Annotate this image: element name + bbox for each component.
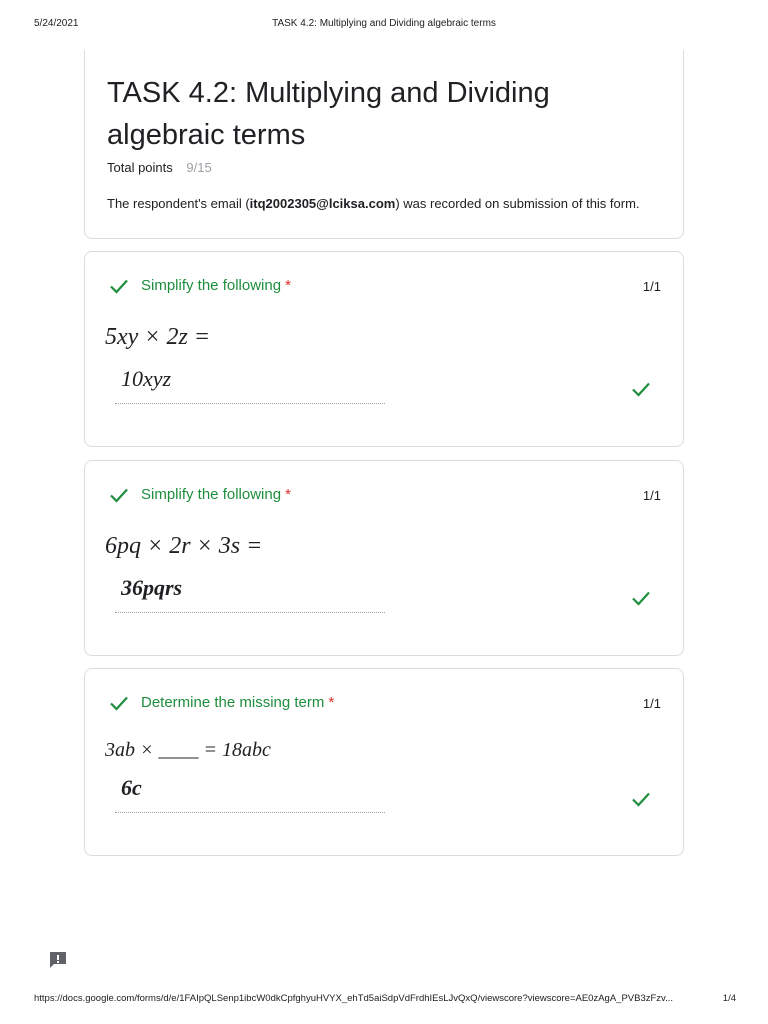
required-marker: *: [285, 277, 291, 294]
question-card: [84, 460, 684, 656]
question-label: [141, 277, 291, 294]
feedback-icon[interactable]: [48, 950, 68, 970]
check-icon: [109, 487, 129, 503]
question-score: 1/1: [642, 488, 661, 503]
form-title-card: [84, 50, 684, 239]
required-marker: *: [285, 486, 291, 503]
question-card: [84, 668, 684, 856]
total-points: [107, 160, 212, 175]
question-text: Determine the missing term: [141, 694, 325, 711]
page-number: 1/4: [722, 993, 736, 1004]
question-score: 1/1: [642, 279, 661, 294]
points-value: 9/15: [186, 160, 212, 175]
question-card: [84, 251, 684, 447]
answer-field: 10xyz: [115, 366, 385, 404]
question-text: Simplify the following: [141, 277, 282, 294]
email-suffix: ) was recorded on submission of this form.: [395, 196, 640, 211]
check-icon: [109, 695, 129, 711]
page-title: TASK 4.2: Multiplying and Dividing algebraic terms: [107, 77, 550, 151]
points-label: Total points: [107, 160, 173, 175]
question-label: [141, 486, 291, 503]
email-notice: [107, 196, 640, 211]
answer-field: 36pqrs: [115, 575, 385, 613]
required-marker: *: [328, 694, 335, 711]
print-date: 5/24/2021: [34, 18, 79, 29]
question-text: Simplify the following: [141, 486, 282, 503]
respondent-email: itq2002305@lciksa.com: [249, 196, 396, 211]
print-header: [0, 18, 768, 32]
print-footer: [0, 993, 768, 1007]
check-icon: [631, 381, 651, 397]
answer-field: 6c: [115, 775, 385, 813]
question-expression: 3ab × ____ = 18abc: [105, 739, 271, 761]
print-url: https://docs.google.com/forms/d/e/1FAIpQLSenp1ibcW0dkCpfghyuHVYX_ehTd5aiSdpVdFrdhIEsLJvQxQ/viewscore?viewscore=AE0zAgA_PVB3zFzv...: [34, 993, 674, 1004]
question-label: [141, 694, 334, 711]
question-expression: 6pq × 2r × 3s =: [105, 533, 263, 559]
question-expression: 5xy × 2z =: [105, 324, 211, 350]
question-score: 1/1: [642, 696, 661, 711]
email-prefix: The respondent's email (: [107, 196, 250, 211]
check-icon: [631, 590, 651, 606]
check-icon: [631, 791, 651, 807]
check-icon: [109, 278, 129, 294]
print-title: TASK 4.2: Multiplying and Dividing algebraic terms: [272, 18, 496, 29]
